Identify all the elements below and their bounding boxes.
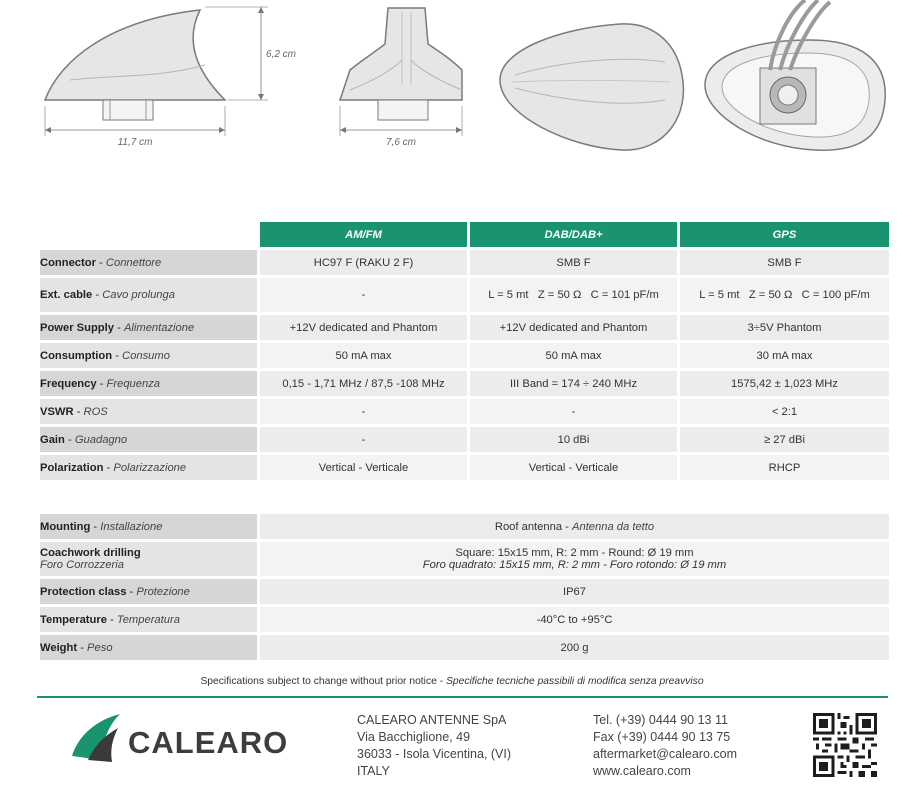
- bottom-view-drawing: [705, 0, 885, 150]
- general-spec-table: [37, 511, 892, 663]
- side-view-drawing: [45, 7, 296, 148]
- height-dimension-label: 6,2 cm: [266, 49, 297, 60]
- email-link[interactable]: aftermarket@calearo.com: [593, 747, 737, 761]
- table-cell: HC97 F (RAKU 2 F): [260, 250, 467, 275]
- table-cell: -: [260, 427, 467, 452]
- table-cell: 3÷5V Phantom: [680, 315, 889, 340]
- table-cell: L = 5 mt Z = 50 Ω C = 100 pF/m: [680, 278, 889, 312]
- table-row-vswr: [40, 399, 889, 424]
- disclaimer-note: Specifications subject to change without prior notice - Specifiche tecniche passibili di modifica senza preavviso: [200, 676, 704, 687]
- qr-code[interactable]: [813, 713, 877, 777]
- table-cell: 0,15 - 1,71 MHz / 87,5 -108 MHz: [260, 371, 467, 396]
- row-label: Frequency - Frequenza: [40, 371, 257, 396]
- table-cell: +12V dedicated and Phantom: [260, 315, 467, 340]
- calearo-logo: [68, 712, 308, 768]
- table-row-ext-cable: [40, 278, 889, 312]
- width-dimension-label: 11,7 cm: [117, 137, 153, 148]
- table-row-temperature: [40, 607, 889, 632]
- table-cell: IP67: [260, 579, 889, 604]
- table-row-power-supply: [40, 315, 889, 340]
- row-label: Consumption - Consumo: [40, 343, 257, 368]
- row-label: Coachwork drilling Foro Corrozzeria: [40, 542, 257, 576]
- table-row-frequency: [40, 371, 889, 396]
- table-header-row: [40, 222, 889, 247]
- product-drawings: [0, 0, 904, 180]
- row-label: Power Supply - Alimentazione: [40, 315, 257, 340]
- svg-text:CALEARO: CALEARO: [128, 725, 289, 760]
- phone-number: Tel. (+39) 0444 90 13 11: [593, 713, 728, 727]
- top-view-drawing: [500, 24, 683, 150]
- table-cell: L = 5 mt Z = 50 Ω C = 101 pF/m: [470, 278, 677, 312]
- table-cell: -: [260, 278, 467, 312]
- website-link[interactable]: www.calearo.com: [593, 764, 691, 778]
- table-row-protection: [40, 579, 889, 604]
- table-row-mounting: [40, 514, 889, 539]
- divider: [37, 696, 888, 698]
- table-cell: +12V dedicated and Phantom: [470, 315, 677, 340]
- table-cell: III Band = 174 ÷ 240 MHz: [470, 371, 677, 396]
- fax-number: Fax (+39) 0444 90 13 75: [593, 730, 731, 744]
- table-row-polarization: [40, 455, 889, 480]
- table-cell: 50 mA max: [470, 343, 677, 368]
- table-cell: 200 g: [260, 635, 889, 660]
- table-cell: 50 mA max: [260, 343, 467, 368]
- company-contact: [593, 712, 737, 780]
- table-cell: RHCP: [680, 455, 889, 480]
- front-view-drawing: [340, 8, 462, 148]
- row-label: Temperature - Temperatura: [40, 607, 257, 632]
- header-dab: DAB/DAB+: [470, 222, 677, 247]
- company-address: CALEARO ANTENNE SpA Via Bacchiglione, 49 36033 - Isola Vicentina, (VI) ITALY: [357, 713, 512, 778]
- table-cell: -: [260, 399, 467, 424]
- table-cell: SMB F: [470, 250, 677, 275]
- table-row-weight: [40, 635, 889, 660]
- table-cell: < 2:1: [680, 399, 889, 424]
- table-cell: SMB F: [680, 250, 889, 275]
- spec-table: [37, 219, 892, 483]
- row-label: Protection class - Protezione: [40, 579, 257, 604]
- table-cell: 1575,42 ± 1,023 MHz: [680, 371, 889, 396]
- table-cell: Roof antenna - Antenna da tetto: [260, 514, 889, 539]
- table-cell: Vertical - Verticale: [470, 455, 677, 480]
- row-label: VSWR - ROS: [40, 399, 257, 424]
- row-label: Polarization - Polarizzazione: [40, 455, 257, 480]
- table-row-gain: [40, 427, 889, 452]
- row-label: Ext. cable - Cavo prolunga: [40, 278, 257, 312]
- table-row-drilling: [40, 542, 889, 576]
- table-row-connector: [40, 250, 889, 275]
- table-cell: Square: 15x15 mm, R: 2 mm - Round: Ø 19 mm Foro quadrato: 15x15 mm, R: 2 mm - Foro rotondo: Ø 19 mm: [260, 542, 889, 576]
- table-row-consumption: [40, 343, 889, 368]
- table-cell: 10 dBi: [470, 427, 677, 452]
- table-cell: Vertical - Verticale: [260, 455, 467, 480]
- table-cell: 30 mA max: [680, 343, 889, 368]
- row-label: Connector - Connettore: [40, 250, 257, 275]
- row-label: Weight - Peso: [40, 635, 257, 660]
- row-label: Mounting - Installazione: [40, 514, 257, 539]
- row-label: Gain - Guadagno: [40, 427, 257, 452]
- table-cell: -40°C to +95°C: [260, 607, 889, 632]
- table-cell: ≥ 27 dBi: [680, 427, 889, 452]
- header-gps: GPS: [680, 222, 889, 247]
- header-am-fm: AM/FM: [260, 222, 467, 247]
- table-cell: -: [470, 399, 677, 424]
- front-width-dimension-label: 7,6 cm: [385, 137, 417, 148]
